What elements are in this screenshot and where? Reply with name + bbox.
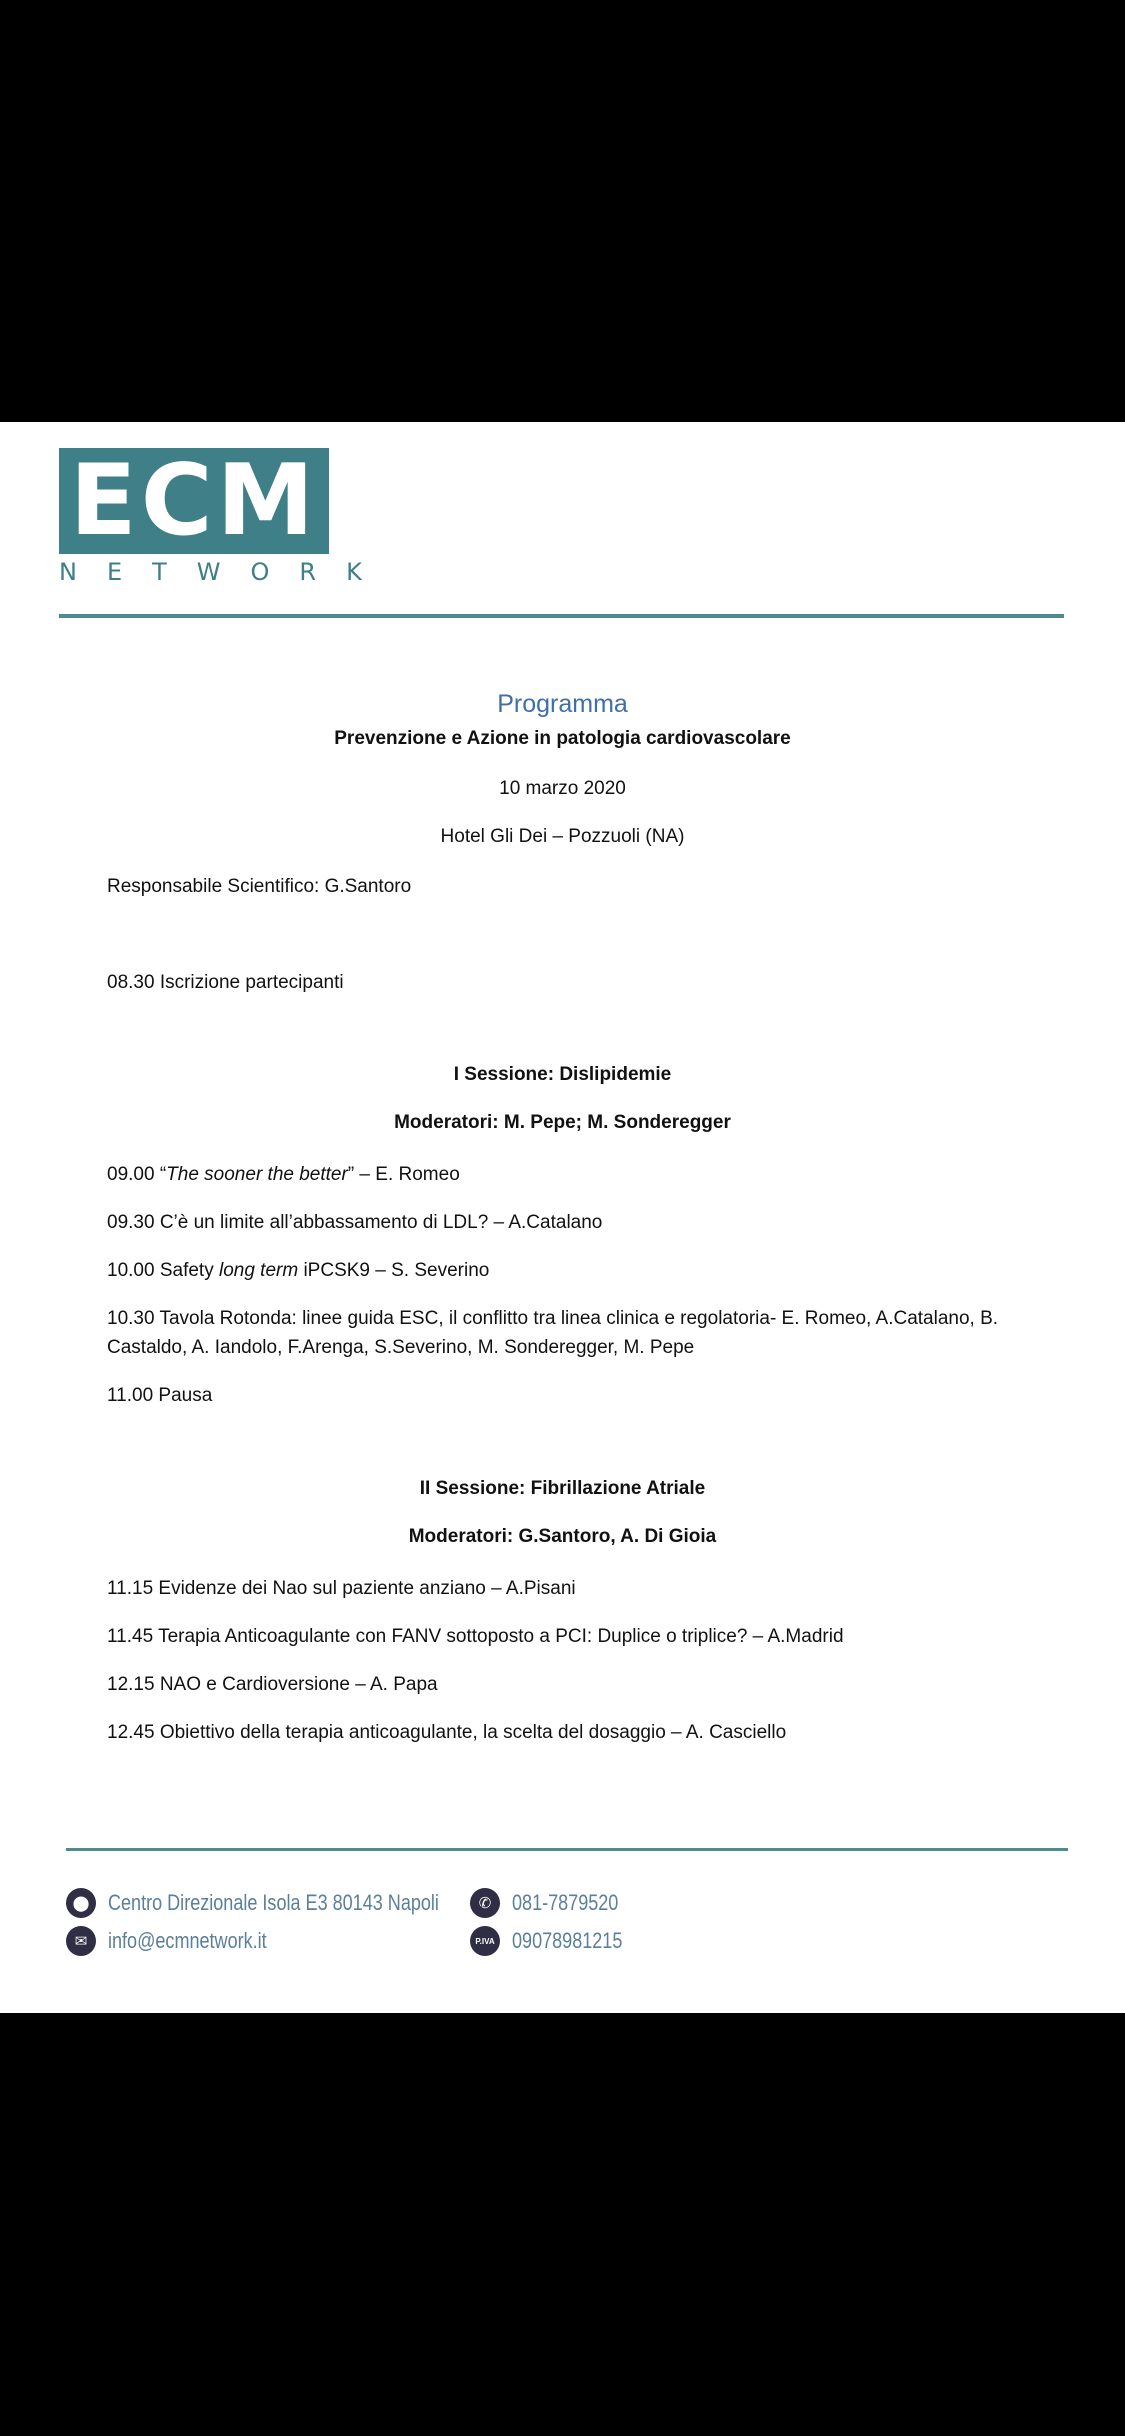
- phone-icon: ✆: [470, 1888, 500, 1918]
- event-subtitle: Prevenzione e Azione in patologia cardiovascolare: [334, 728, 791, 749]
- logo-mark: ECM: [59, 448, 329, 554]
- event-venue: Hotel Gli Dei – Pozzuoli (NA): [440, 826, 685, 847]
- session1-item-1: [107, 1160, 1027, 1189]
- document-page: [0, 422, 1125, 2013]
- footer-divider: [66, 1848, 1068, 1851]
- session1-item-5: 11.00 Pausa: [107, 1385, 213, 1406]
- envelope-icon: ✉: [66, 1926, 96, 1956]
- session2-item-2: 11.45 Terapia Anticoagulante con FANV sottoposto a PCI: Duplice o triplice? – A.Madrid: [107, 1626, 844, 1647]
- session2-moderators: Moderatori: G.Santoro, A. Di Gioia: [408, 1526, 717, 1547]
- bottom-letterbox: [0, 2013, 1125, 2436]
- item-title-italic: The sooner the better: [166, 1164, 348, 1185]
- scientific-responsible: Responsabile Scientifico: G.Santoro: [107, 876, 412, 897]
- session2-item-1: 11.15 Evidenze dei Nao sul paziente anziano – A.Pisani: [107, 1578, 576, 1599]
- header-divider: [59, 614, 1064, 618]
- ecm-network-logo: [59, 448, 392, 586]
- registration-item: 08.30 Iscrizione partecipanti: [107, 972, 344, 993]
- session1-item-4-line1: 10.30 Tavola Rotonda: linee guida ESC, il conflitto tra linea clinica e regolatoria- E. Romeo, A.Catalano, B.: [107, 1308, 999, 1329]
- session1-moderators: Moderatori: M. Pepe; M. Sonderegger: [394, 1112, 731, 1133]
- footer-vat: [470, 1926, 647, 1956]
- session1-item-2: 09.30 C’è un limite all’abbassamento di LDL? – A.Catalano: [107, 1212, 603, 1233]
- vat-number: 09078981215: [512, 1928, 623, 1953]
- item-speaker: iPCSK9 – S. Severino: [298, 1260, 490, 1281]
- address-text: Centro Direzionale Isola E3 80143 Napoli: [108, 1890, 439, 1915]
- program-title: Programma: [497, 690, 628, 718]
- item-time: 09.00 “: [107, 1164, 167, 1185]
- session2-item-4: 12.45 Obiettivo della terapia anticoagulante, la scelta del dosaggio – A. Casciello: [107, 1722, 787, 1743]
- item-italic: long term: [218, 1260, 299, 1281]
- logo-subtitle: NETWORK: [59, 558, 392, 586]
- footer-email[interactable]: [66, 1926, 302, 1956]
- email-text[interactable]: info@ecmnetwork.it: [108, 1928, 267, 1953]
- item-time: 10.00 Safety: [107, 1260, 219, 1281]
- session1-item-4-line2: Castaldo, A. Iandolo, F.Arenga, S.Severino, M. Sonderegger, M. Pepe: [107, 1337, 695, 1358]
- session2-title: II Sessione: Fibrillazione Atriale: [419, 1478, 706, 1499]
- session1-title: I Sessione: Dislipidemie: [453, 1064, 672, 1085]
- footer-address: [66, 1888, 512, 1918]
- session1-item-3: [107, 1256, 1027, 1285]
- footer-phone[interactable]: [470, 1888, 642, 1918]
- item-speaker: ” – E. Romeo: [347, 1164, 460, 1185]
- location-pin-icon: ⬤: [66, 1888, 96, 1918]
- session2-item-3: 12.15 NAO e Cardioversione – A. Papa: [107, 1674, 438, 1695]
- event-date: 10 marzo 2020: [499, 778, 626, 799]
- vat-icon: P.IVA: [470, 1926, 500, 1956]
- phone-text[interactable]: 081-7879520: [512, 1890, 619, 1915]
